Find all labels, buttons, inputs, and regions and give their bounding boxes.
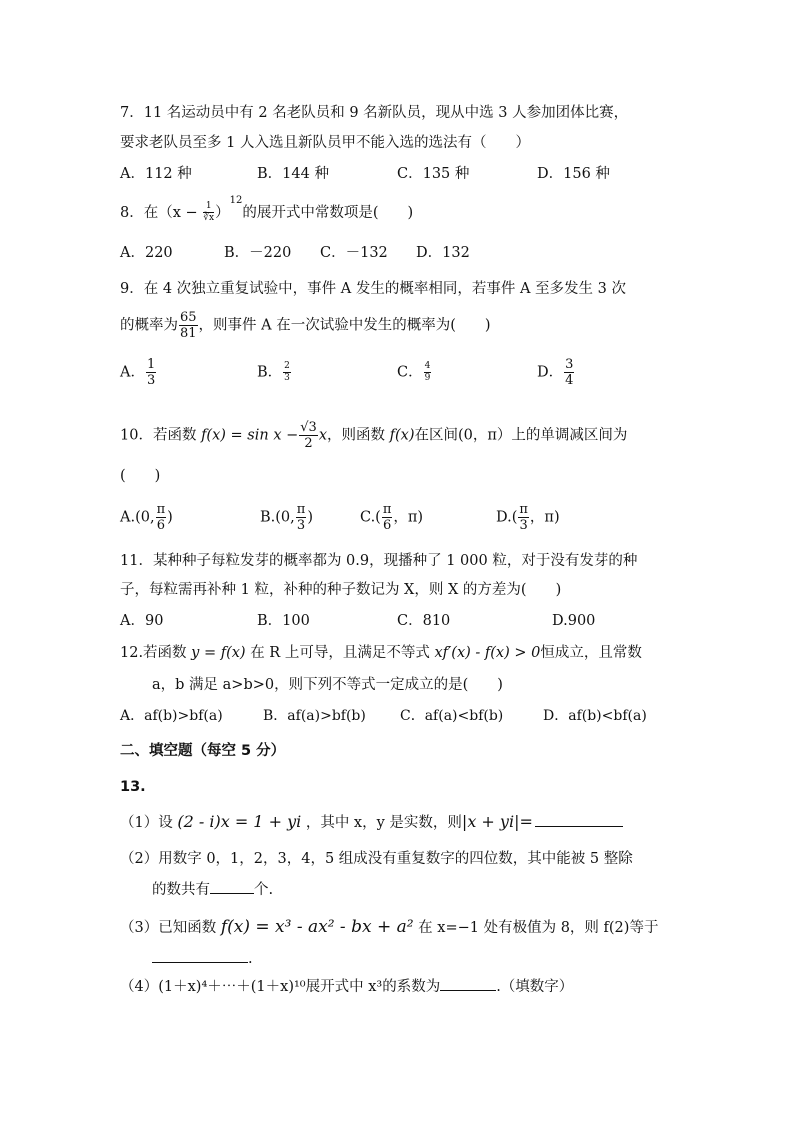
q12-line2: a，b 满足 a>b>0，则下列不等式一定成立的是( ) [152, 677, 503, 693]
q10-option-b-num: π [296, 502, 306, 517]
q10-option-c-post: ，π) [393, 509, 424, 526]
q13-p2-suffix: 个. [254, 882, 274, 898]
q9-line2-suffix: ，则事件 A 在一次试验中发生的概率为( ) [198, 317, 491, 334]
q13-p1-prefix: （1）设 [120, 815, 173, 831]
q10-option-c-num: π [382, 502, 392, 517]
q9-frac-den: 81 [180, 326, 197, 341]
q13-p4-text: （4）(1＋x)⁴＋⋯＋(1＋x)¹⁰展开式中 x³的系数为 [120, 979, 441, 995]
q9-option-d-num: 3 [565, 357, 574, 372]
q9-option-b-label: B． [257, 364, 283, 381]
q8-stem [120, 195, 414, 224]
q12-option-a: A．af(b)>bf(a) [120, 708, 223, 724]
q9-frac-num: 65 [180, 310, 197, 325]
q9-line2-prefix: 的概率为 [120, 317, 178, 334]
q13-p3-answer-blank[interactable] [152, 962, 248, 963]
q7-option-b: B．144 种 [257, 166, 329, 182]
q9-option-d-label: D． [537, 364, 564, 381]
q8-suffix: 的展开式中常数项是( ) [242, 204, 414, 221]
q13-p4-answer-blank[interactable] [440, 990, 496, 991]
q13-p3-period: . [248, 951, 253, 967]
q10-option-c-pre: C.( [360, 509, 381, 526]
q13-p2-line1: （2）用数字 0，1，2，3，4，5 组成没有重复数字的四位数，其中能被 5 整除 [120, 851, 633, 867]
q12-prefix: 12.若函数 [120, 645, 187, 661]
q10-option-b-post: ) [307, 509, 313, 526]
q13-p4-suffix: .（填数字） [496, 979, 574, 995]
q10-option-a-num: π [156, 502, 166, 517]
q7-line2: 要求老队员至多 1 人入选且新队员甲不能入选的选法有（ ） [120, 135, 530, 151]
q12-mid: 在 R 上可导，且满足不等式 [250, 645, 430, 661]
q10-option-d-den: 3 [519, 518, 528, 533]
q7-option-c: C．135 种 [397, 166, 470, 182]
q10-fraction [299, 421, 318, 450]
q9-option-a-num: 1 [146, 357, 156, 372]
q10-option-b-frac [296, 503, 307, 532]
q7-option-a: A．112 种 [120, 166, 192, 182]
q10-prefix: 10．若函数 [120, 427, 197, 444]
q10-stem [120, 421, 627, 450]
q10-option-d-post: ，π) [529, 509, 560, 526]
q13-p3-suffix: 在 x=−1 处有极值为 8，则 f(2)等于 [418, 920, 659, 936]
q10-option-c-den: 6 [382, 518, 392, 533]
q11-option-a: A．90 [120, 613, 164, 629]
q8-option-c: C．－132 [320, 245, 388, 261]
q9-fraction [179, 311, 198, 340]
q10-option-d-num: π [519, 502, 528, 517]
q8-close: ） [215, 204, 230, 221]
q10-option-a-den: 6 [156, 518, 165, 533]
q9-option-a-den: 3 [146, 373, 156, 388]
q10-frac-den: 2 [304, 436, 313, 451]
q9-option-c-den: 9 [424, 373, 431, 383]
q9-line1: 9．在 4 次独立重复试验中，事件 A 发生的概率相同，若事件 A 至多发生 3 次 [120, 281, 626, 297]
q10-option-b-den: 3 [296, 518, 306, 533]
q9-option-b-den: 3 [284, 373, 290, 383]
q10-option-c [360, 503, 423, 532]
q13-p3-line1 [120, 917, 658, 938]
q10-suffix: 在区间(0，π）上的单调减区间为 [414, 427, 628, 444]
q11-line1: 11．某种种子每粒发芽的概率都为 0.9，现播种了 1 000 粒，对于没有发芽的种 [120, 553, 638, 569]
q11-option-c: C．810 [397, 613, 451, 629]
q10-line2: ( ) [120, 468, 161, 484]
q9-option-d-frac [564, 358, 574, 387]
q13-p4 [120, 977, 573, 997]
q10-frac-num: √3 [300, 420, 317, 435]
q13-p3-line2 [152, 949, 253, 969]
q9-option-c [397, 362, 432, 383]
q8-option-a: A．220 [120, 245, 173, 261]
q8-exponent: 12 [229, 195, 243, 206]
q12-inequality: xf′(x) - f(x) > 0 [434, 645, 541, 661]
q12-option-c: C．af(a)<bf(b) [400, 708, 504, 724]
q13-p1-mid: ，其中 x，y 是实数，则 [305, 815, 462, 831]
q13-number: 13. [120, 779, 146, 795]
q12-option-b: B．af(a)>bf(b) [263, 708, 366, 724]
q11-option-b: B．100 [257, 613, 310, 629]
q13-p2-answer-blank[interactable] [210, 893, 254, 894]
q10-option-b [260, 503, 313, 532]
q10-option-b-pre: B.(0, [260, 509, 295, 526]
q9-option-a-label: A． [120, 364, 145, 381]
q13-p1-abs: |x + yi|= [461, 812, 533, 831]
q12-line1 [120, 643, 642, 663]
q9-line2 [120, 311, 491, 340]
q10-var: x [318, 427, 328, 444]
q8-option-b: B．－220 [224, 245, 292, 261]
q11-line2: 子，每粒需再补种 1 粒，补种的种子数记为 X，则 X 的方差为( ) [120, 582, 562, 598]
q13-p1-equation: (2 - i)x = 1 + yi [177, 812, 302, 831]
q10-option-a [120, 503, 173, 532]
q8-fraction [203, 202, 214, 223]
q10-option-a-frac [156, 503, 167, 532]
q12-suffix: 恒成立，且常数 [540, 645, 642, 661]
q8-option-d: D．132 [416, 245, 470, 261]
q9-option-a [120, 358, 157, 387]
q9-option-c-frac [424, 362, 432, 383]
q10-option-d [496, 503, 560, 532]
q10-function: f(x) = sin x − [201, 427, 299, 444]
q9-option-d [537, 358, 575, 387]
q8-frac-num: 1 [203, 202, 214, 213]
q9-option-b-num: 2 [284, 361, 290, 371]
q9-option-c-num: 4 [424, 361, 431, 371]
q12-option-d: D．af(b)<bf(a) [543, 708, 647, 724]
q13-p3-prefix: （3）已知函数 [120, 920, 217, 936]
q13-p1-answer-blank[interactable] [535, 826, 623, 827]
q9-option-b-frac [283, 362, 291, 383]
q12-function: y = f(x) [191, 645, 246, 661]
q13-part1 [120, 812, 623, 833]
q7-option-d: D．156 种 [537, 166, 610, 182]
q13-p3-function: f(x) = x³ - ax² - bx + a² [220, 917, 414, 937]
q9-option-d-den: 4 [565, 373, 574, 388]
q13-p2-prefix: 的数共有 [152, 882, 210, 898]
q10-option-a-pre: A.(0, [120, 509, 155, 526]
q10-option-a-post: ) [167, 509, 173, 526]
q7-line1: 7．11 名运动员中有 2 名老队员和 9 名新队员，现从中选 3 人参加团体比赛， [120, 105, 629, 121]
q8-frac-den: ∛x [203, 213, 215, 224]
q9-option-c-label: C． [397, 364, 423, 381]
q8-prefix: 8．在（x − [120, 204, 203, 221]
section-heading: 二、填空题（每空 5 分） [120, 743, 286, 759]
q11-option-d: D.900 [552, 613, 596, 629]
q9-option-a-frac [146, 358, 156, 387]
q10-option-c-frac [382, 503, 393, 532]
q13-p2-line2 [152, 880, 273, 900]
q10-option-d-pre: D.( [496, 509, 518, 526]
q10-option-d-frac [518, 503, 529, 532]
q9-option-b [257, 362, 292, 383]
q10-mid: ，则函数 [327, 427, 386, 444]
q10-function-2: f(x) [389, 427, 415, 444]
